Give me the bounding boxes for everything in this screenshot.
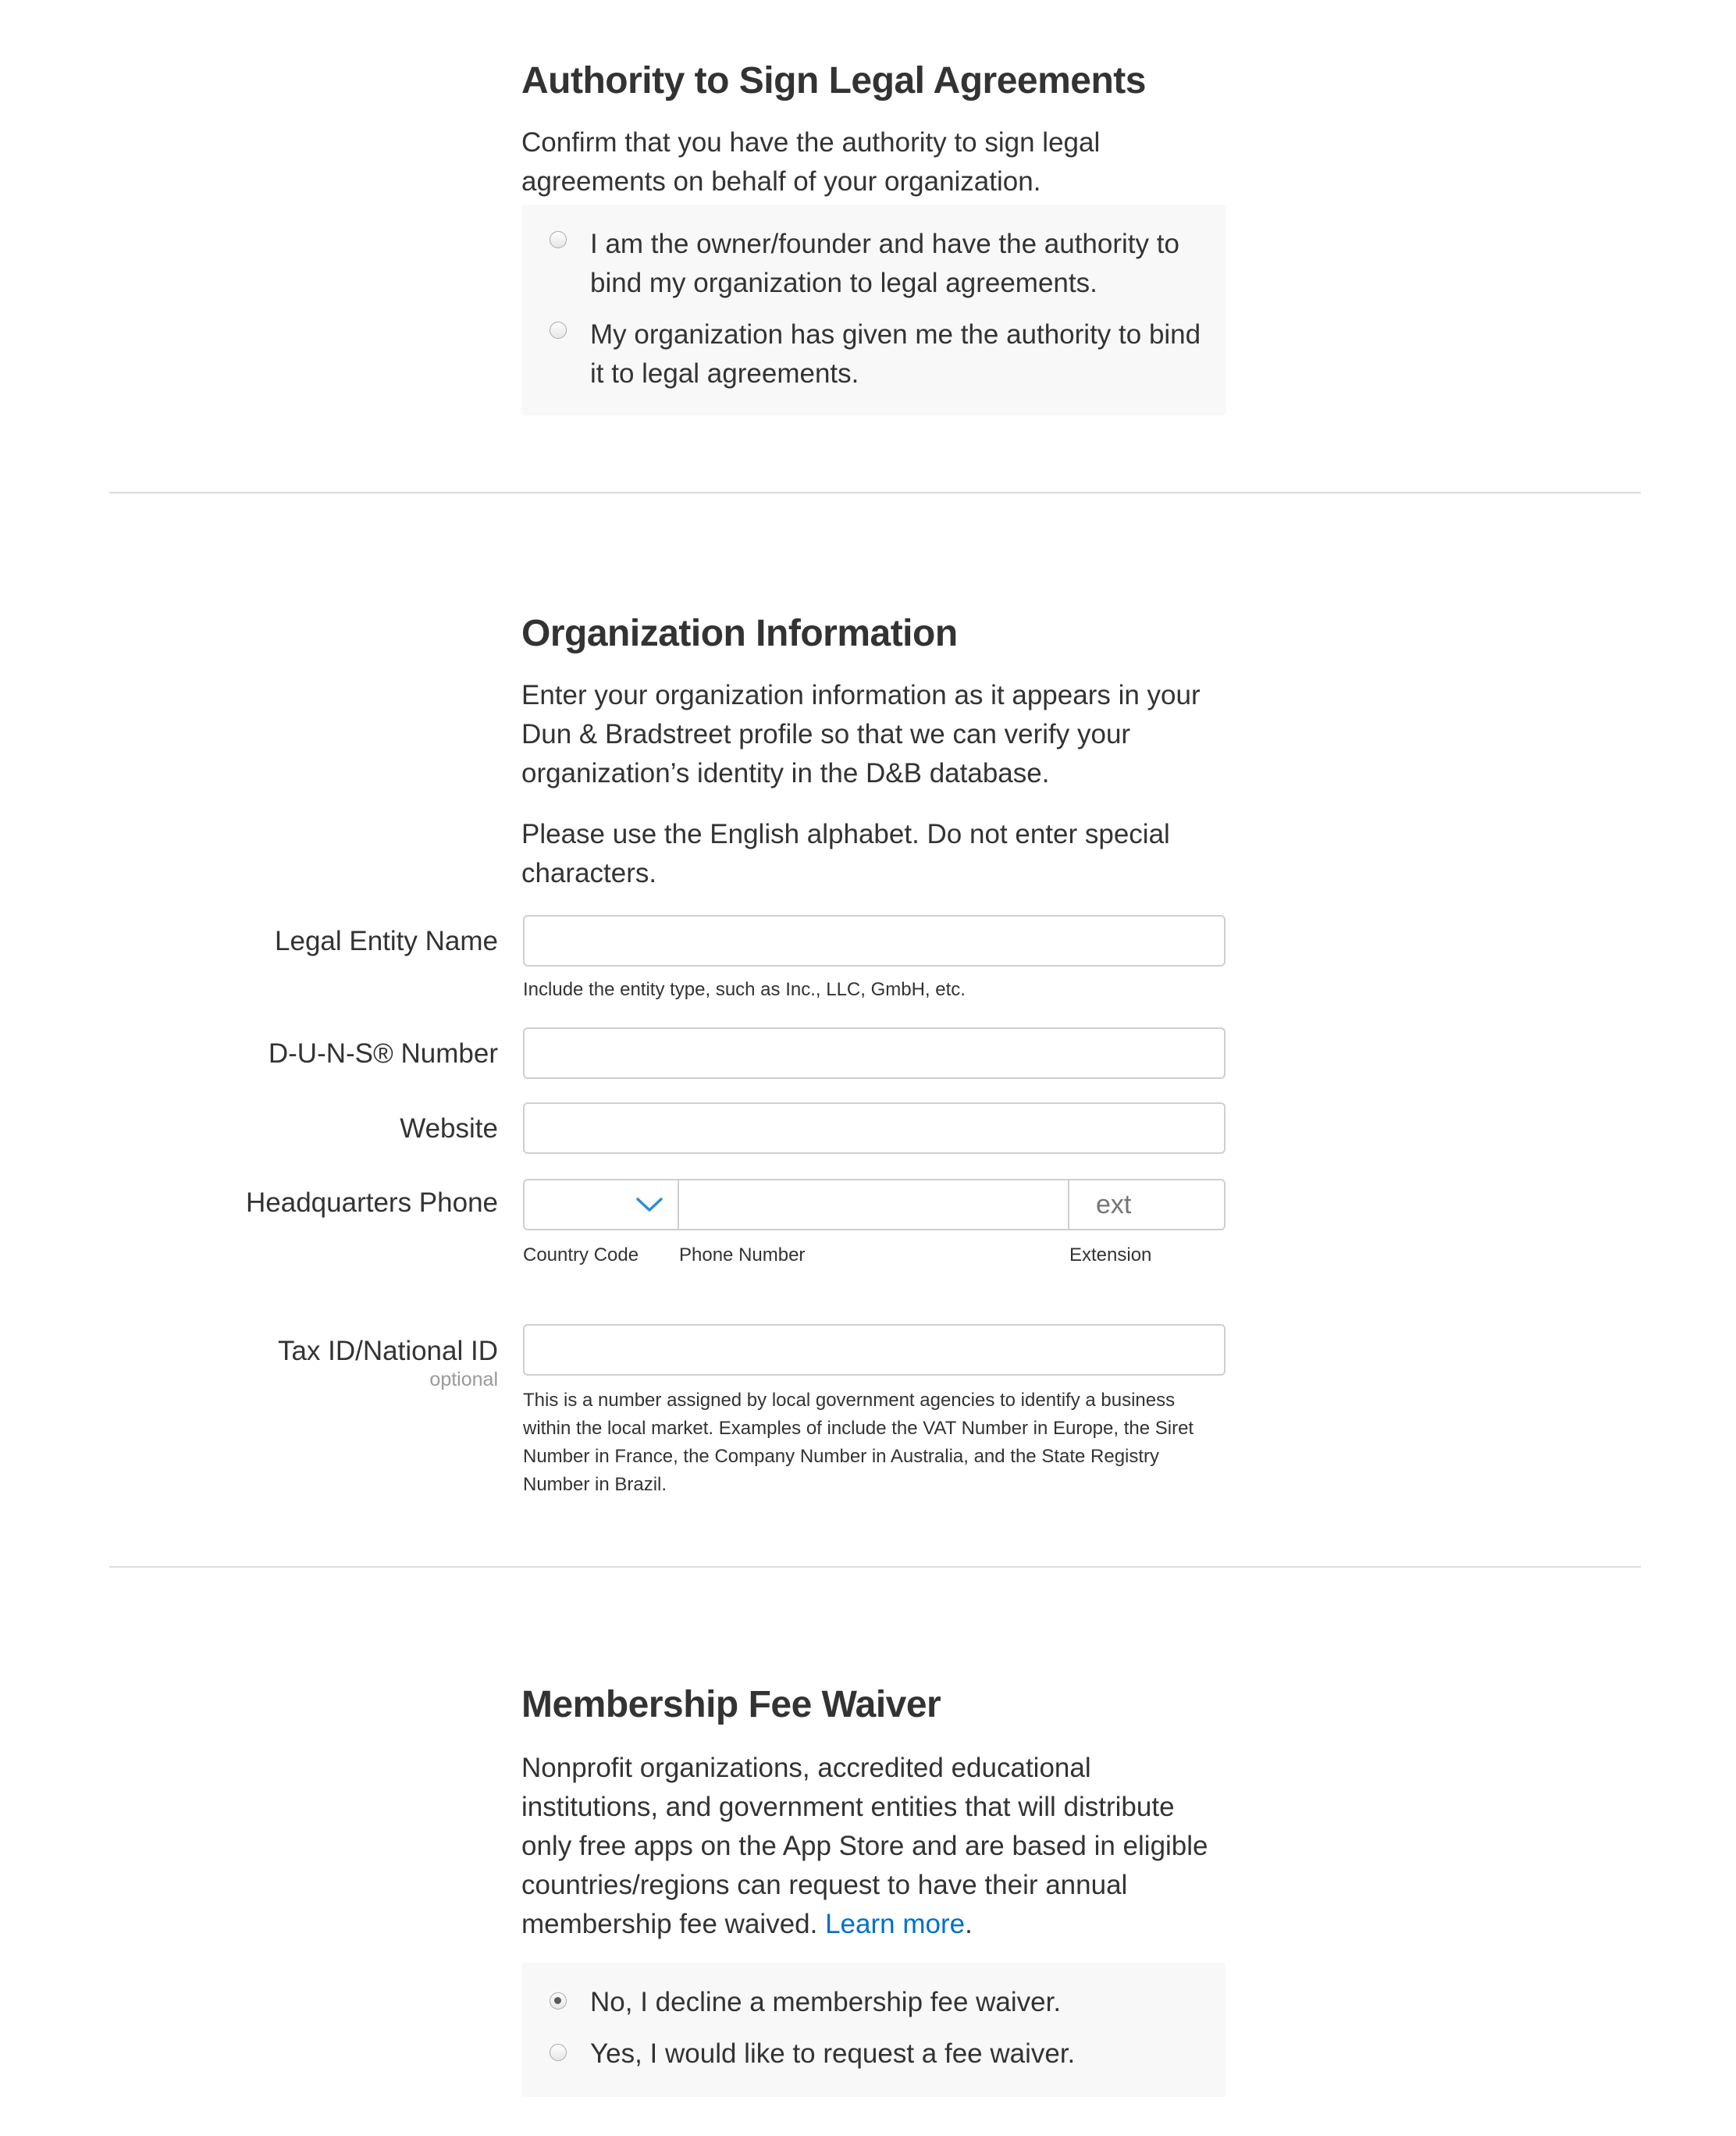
tax-id-optional: optional: [429, 1369, 498, 1390]
waiver-title: Membership Fee Waiver: [521, 1684, 941, 1725]
waiver-description-text: Nonprofit organizations, accredited educational institutions, and government entities that will distribute only free apps on the App Store and are based in eligible countries/regions can request to have their annual membership fee waived.: [521, 1753, 1208, 1939]
extension-caption: Extension: [1069, 1244, 1152, 1266]
tax-id-hint: This is a number assigned by local government agencies to identify a business within the local market. Examples of include the VAT Number in Europe, the Siret Number in France, the Company Number in Australia, and the State Registry Number in Brazil.: [523, 1390, 1194, 1495]
waiver-request-label[interactable]: Yes, I would like to request a fee waiver.: [590, 2038, 1076, 2069]
legal-entity-name-label: Legal Entity Name: [275, 926, 498, 956]
authority-delegated-label[interactable]: My organization has given me the authority to bind it to legal agreements.: [590, 319, 1201, 389]
chevron-down-icon: [635, 1196, 663, 1213]
legal-entity-name-hint: Include the entity type, such as Inc., LLC, GmbH, etc.: [523, 979, 966, 1000]
hq-phone-label: Headquarters Phone: [246, 1187, 498, 1218]
website-input[interactable]: [523, 1102, 1226, 1154]
phone-number-caption: Phone Number: [679, 1244, 806, 1266]
authority-description: Confirm that you have the authority to sign legal agreements on behalf of your organization.: [521, 127, 1101, 197]
authority-title: Authority to Sign Legal Agreements: [521, 60, 1146, 101]
phone-number-input[interactable]: [678, 1179, 1069, 1230]
country-code-select[interactable]: [523, 1179, 679, 1230]
legal-entity-name-input[interactable]: [523, 915, 1226, 967]
country-code-caption: Country Code: [523, 1244, 639, 1266]
extension-input[interactable]: [1068, 1179, 1226, 1230]
waiver-options: [521, 1963, 1226, 2097]
authority-delegated-radio[interactable]: [550, 322, 567, 339]
authority-owner-radio[interactable]: [550, 231, 567, 248]
learn-more-link[interactable]: Learn more: [825, 1909, 966, 1939]
waiver-decline-label[interactable]: No, I decline a membership fee waiver.: [590, 1987, 1062, 2017]
website-label: Website: [400, 1113, 498, 1144]
duns-number-label: D-U-N-S® Number: [268, 1038, 498, 1069]
organization-description: Enter your organization information as it appears in your Dun & Bradstreet profile so that we can verify your organization’s identity in the D&B database.: [521, 680, 1201, 789]
section-divider: [109, 492, 1641, 493]
organization-note: Please use the English alphabet. Do not enter special characters.: [521, 819, 1170, 888]
waiver-description-period: .: [965, 1909, 973, 1939]
waiver-description: [521, 1749, 1224, 1944]
tax-id-input[interactable]: [523, 1324, 1226, 1376]
section-divider: [109, 1566, 1641, 1568]
authority-owner-label[interactable]: I am the owner/founder and have the authority to bind my organization to legal agreements.: [590, 229, 1179, 298]
waiver-request-radio[interactable]: [550, 2044, 567, 2061]
authority-options: [521, 205, 1226, 415]
tax-id-label: Tax ID/National ID: [277, 1336, 498, 1366]
duns-number-input[interactable]: [523, 1027, 1226, 1079]
organization-title: Organization Information: [521, 613, 958, 654]
waiver-decline-radio[interactable]: [550, 1992, 567, 2010]
